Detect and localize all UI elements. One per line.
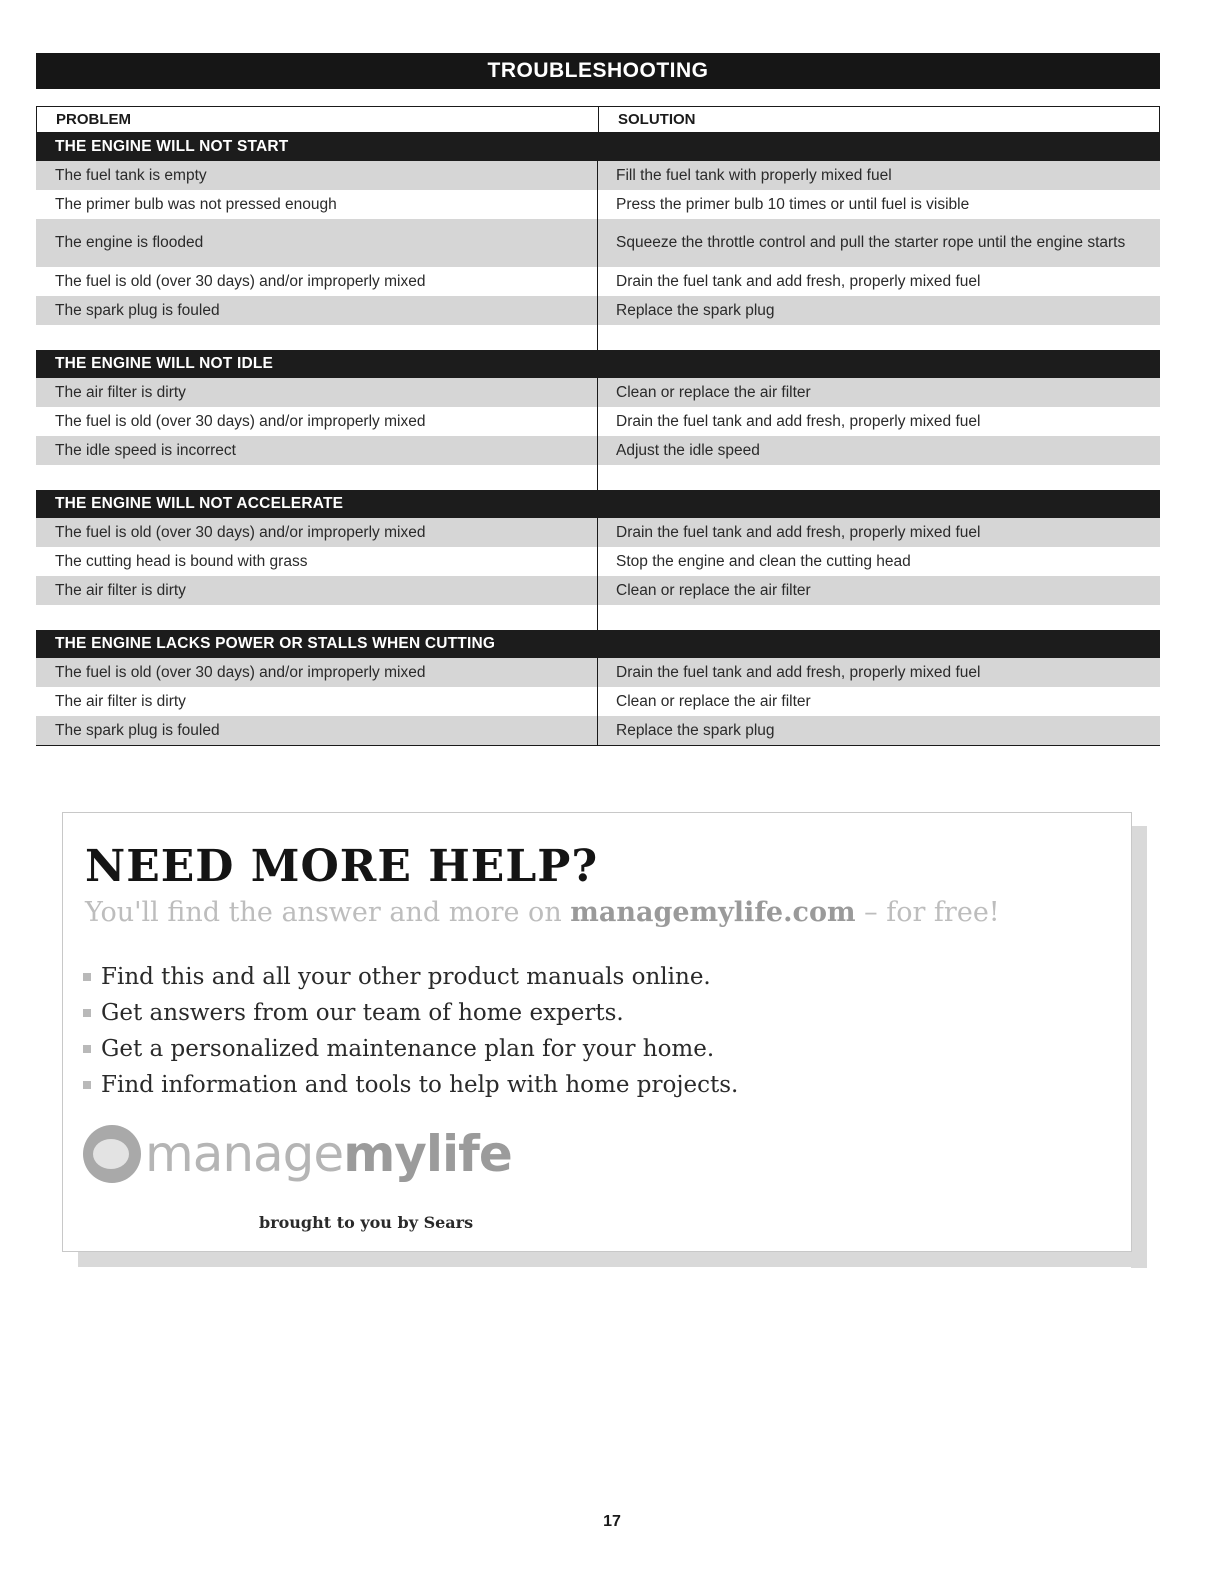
- table-row: [36, 161, 1160, 190]
- problem-cell: The idle speed is incorrect: [36, 436, 598, 465]
- section-spacer: [36, 465, 1160, 490]
- table-row: [36, 407, 1160, 436]
- table-row: [36, 267, 1160, 296]
- problem-cell: The spark plug is fouled: [36, 716, 598, 745]
- table-row: [36, 518, 1160, 547]
- bullet-icon: [83, 973, 91, 981]
- section-spacer: [36, 605, 1160, 630]
- table-row: [36, 378, 1160, 407]
- help-box-shadow: [1131, 826, 1147, 1268]
- table-row: [36, 716, 1160, 745]
- problem-header: PROBLEM: [37, 107, 599, 132]
- table-header-row: [36, 106, 1160, 133]
- table-row: [36, 658, 1160, 687]
- help-bullet-item: Get a personalized maintenance plan for your home.: [83, 1031, 738, 1067]
- solution-cell: Replace the spark plug: [616, 721, 775, 739]
- help-bullet-item: Get answers from our team of home experts.: [83, 995, 738, 1031]
- bullet-icon: [83, 1009, 91, 1017]
- table-row: [36, 547, 1160, 576]
- bullet-icon: [83, 1081, 91, 1089]
- table-row: [36, 687, 1160, 716]
- table-sections: [36, 133, 1160, 745]
- byline: brought to you by Sears: [259, 1213, 474, 1232]
- solution-cell: Drain the fuel tank and add fresh, properly mixed fuel: [616, 272, 981, 290]
- solution-cell: Adjust the idle speed: [616, 441, 760, 459]
- solution-cell: Squeeze the throttle control and pull the starter rope until the engine starts: [616, 234, 1126, 251]
- logo-wordmark: managemylife: [145, 1125, 512, 1183]
- help-bullet-item: Find this and all your other product manuals online.: [83, 959, 738, 995]
- help-bullet-list: [83, 959, 738, 1103]
- section-title: THE ENGINE LACKS POWER OR STALLS WHEN CUTTING: [36, 630, 1160, 658]
- table-row: [36, 436, 1160, 465]
- solution-cell: Drain the fuel tank and add fresh, properly mixed fuel: [616, 663, 981, 681]
- solution-header: SOLUTION: [618, 111, 696, 128]
- problem-cell: The engine is flooded: [36, 219, 598, 267]
- solution-cell: Clean or replace the air filter: [616, 581, 811, 599]
- problem-cell: The fuel is old (over 30 days) and/or improperly mixed: [36, 658, 598, 687]
- problem-cell: The air filter is dirty: [36, 687, 598, 716]
- problem-cell: The fuel is old (over 30 days) and/or improperly mixed: [36, 518, 598, 547]
- problem-cell: The primer bulb was not pressed enough: [36, 190, 598, 219]
- table-bottom-rule: [36, 745, 1160, 746]
- problem-cell: The spark plug is fouled: [36, 296, 598, 325]
- table-row: [36, 219, 1160, 267]
- problem-cell: The air filter is dirty: [36, 576, 598, 605]
- bullet-icon: [83, 1045, 91, 1053]
- table-row: [36, 296, 1160, 325]
- managemylife-logo: [83, 1125, 512, 1183]
- problem-cell: The fuel is old (over 30 days) and/or improperly mixed: [36, 267, 598, 296]
- problem-cell: The fuel is old (over 30 days) and/or improperly mixed: [36, 407, 598, 436]
- table-row: [36, 190, 1160, 219]
- solution-cell: Stop the engine and clean the cutting head: [616, 552, 911, 570]
- table-row: [36, 576, 1160, 605]
- solution-cell: Fill the fuel tank with properly mixed fuel: [616, 166, 892, 184]
- section-title: THE ENGINE WILL NOT ACCELERATE: [36, 490, 1160, 518]
- problem-cell: The air filter is dirty: [36, 378, 598, 407]
- section-title: THE ENGINE WILL NOT IDLE: [36, 350, 1160, 378]
- help-title: NEED MORE HELP?: [85, 841, 599, 892]
- page-title: TROUBLESHOOTING: [36, 53, 1160, 89]
- help-subtitle: You'll find the answer and more on managemylife.com – for free!: [85, 897, 1000, 928]
- troubleshooting-table: [36, 106, 1160, 746]
- solution-cell: Replace the spark plug: [616, 301, 775, 319]
- logo-globe-icon: [83, 1125, 141, 1183]
- problem-cell: The fuel tank is empty: [36, 161, 598, 190]
- page-number: 17: [603, 1513, 621, 1530]
- need-more-help-box: [62, 812, 1132, 1252]
- problem-cell: The cutting head is bound with grass: [36, 547, 598, 576]
- solution-cell: Drain the fuel tank and add fresh, properly mixed fuel: [616, 523, 981, 541]
- help-box-shadow: [78, 1251, 1147, 1267]
- solution-cell: Clean or replace the air filter: [616, 383, 811, 401]
- help-bullet-item: Find information and tools to help with home projects.: [83, 1067, 738, 1103]
- section-spacer: [36, 325, 1160, 350]
- solution-cell: Drain the fuel tank and add fresh, properly mixed fuel: [616, 412, 981, 430]
- section-title: THE ENGINE WILL NOT START: [36, 133, 1160, 161]
- solution-cell: Clean or replace the air filter: [616, 692, 811, 710]
- site-link[interactable]: managemylife.com: [570, 897, 856, 928]
- solution-cell: Press the primer bulb 10 times or until fuel is visible: [616, 195, 970, 213]
